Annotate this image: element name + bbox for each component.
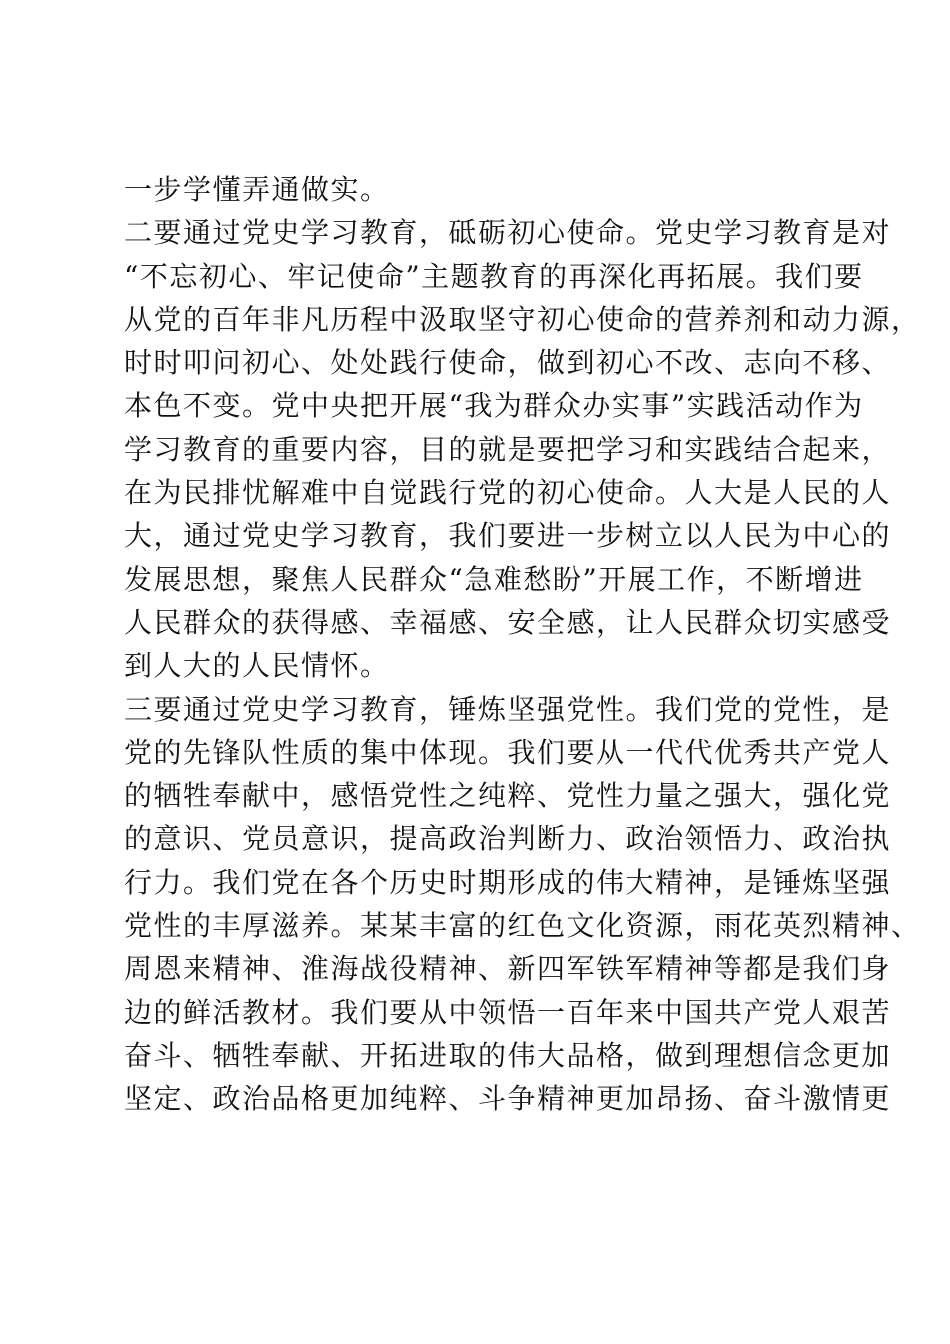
- text-line: 时时叩问初心、处处践行使命，做到初心不改、志向不移、: [124, 346, 892, 380]
- text-line: 大，通过党史学习教育，我们要进一步树立以人民为中心的: [124, 519, 892, 553]
- text-line: 的意识、党员意识，提高政治判断力、政治领悟力、政治执: [124, 822, 892, 856]
- text-line: 坚定、政治品格更加纯粹、斗争精神更加昂扬、奋斗激情更: [124, 1082, 892, 1116]
- text-line: 在为民排忧解难中自觉践行党的初心使命。人大是人民的人: [124, 476, 892, 510]
- text-line: 发展思想，聚焦人民群众“急难愁盼”开展工作，不断增进: [124, 562, 864, 596]
- text-line: 行力。我们党在各个历史时期形成的伟大精神，是锤炼坚强: [124, 865, 892, 899]
- text-line: 奋斗、牺牲奉献、开拓进取的伟大品格，做到理想信念更加: [124, 1038, 892, 1072]
- text-line: 学习教育的重要内容，目的就是要把学习和实践结合起来，: [124, 432, 892, 466]
- text-line: 党的先锋队性质的集中体现。我们要从一代代优秀共产党人: [124, 735, 892, 769]
- text-line: 党性的丰厚滋养。某某丰富的红色文化资源，雨花英烈精神、: [124, 909, 921, 943]
- text-line: 三要通过党史学习教育，锤炼坚强党性。我们党的党性，是: [124, 692, 892, 726]
- text-line: “不忘初心、牢记使命”主题教育的再深化再拓展。我们要: [124, 259, 864, 293]
- body-text: [124, 168, 921, 1121]
- text-line: 从党的百年非凡历程中汲取坚守初心使命的营养剂和动力源，: [124, 302, 921, 336]
- text-line: 周恩来精神、淮海战役精神、新四军铁军精神等都是我们身: [124, 952, 892, 986]
- text-line: 边的鲜活教材。我们要从中领悟一百年来中国共产党人艰苦: [124, 995, 892, 1029]
- text-line: 二要通过党史学习教育，砥砺初心使命。党史学习教育是对: [124, 216, 892, 250]
- text-line: 到人大的人民情怀。: [124, 649, 390, 683]
- text-line: 本色不变。党中央把开展“我为群众办实事”实践活动作为: [124, 389, 864, 423]
- text-line: 人民群众的获得感、幸福感、安全感，让人民群众切实感受: [124, 605, 892, 639]
- text-line: 一步学懂弄通做实。: [124, 173, 390, 206]
- text-line: 的牺牲奉献中，感悟党性之纯粹、党性力量之强大，强化党: [124, 779, 892, 813]
